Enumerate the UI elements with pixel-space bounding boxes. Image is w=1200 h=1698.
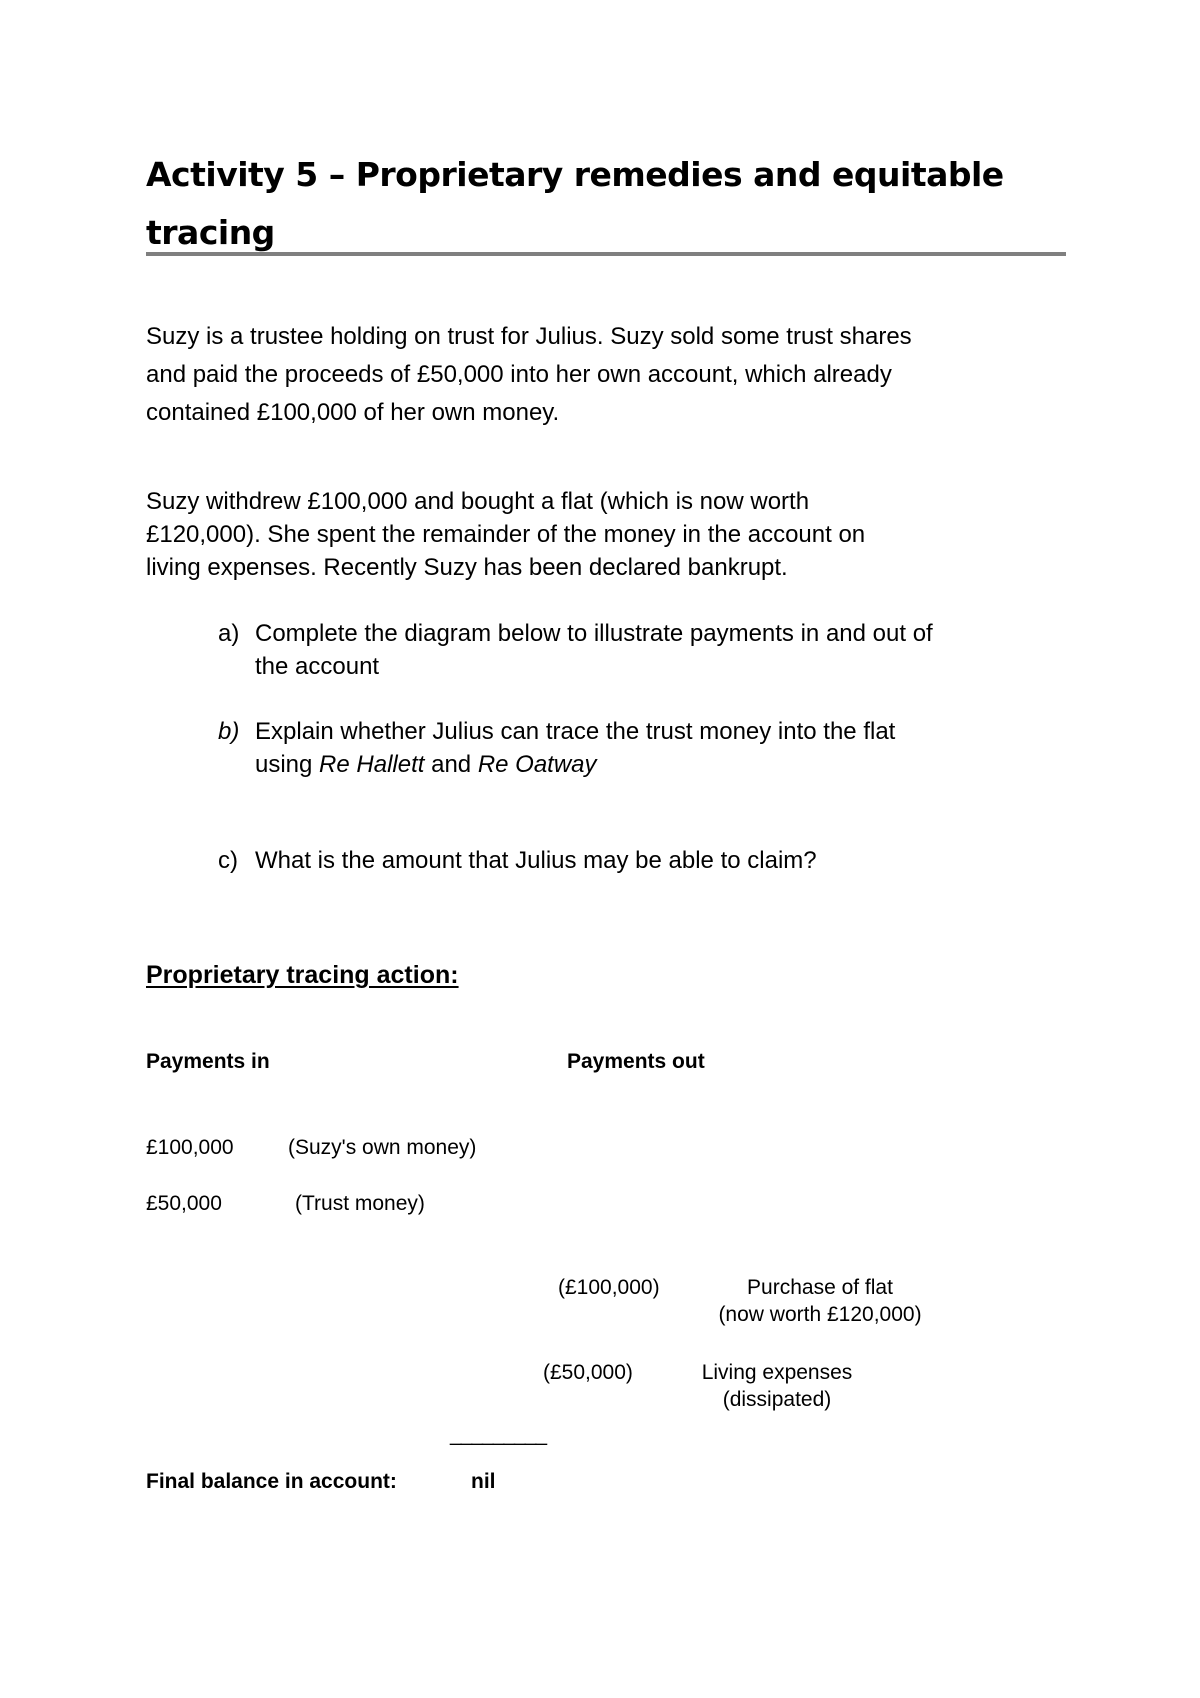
tracing-section-heading: Proprietary tracing action:	[146, 961, 459, 989]
scenario-paragraph-2	[146, 485, 865, 584]
question-text-line: Complete the diagram below to illustrate payments in and out of	[255, 620, 933, 647]
question-marker: b)	[218, 718, 240, 745]
question-text-line: the account	[255, 653, 380, 680]
title-line-1: Activity 5 – Proprietary remedies and equitable	[146, 155, 1004, 194]
question-text-line: Explain whether Julius can trace the trust money into the flat	[255, 718, 896, 745]
payment-out-note-line: (now worth £120,000)	[718, 1303, 922, 1326]
total-rule: _________	[450, 1423, 547, 1446]
case-name-re-oatway: Re Oatway	[477, 751, 597, 778]
title-line-2: tracing	[146, 213, 275, 252]
text-fragment: using	[255, 751, 320, 778]
payment-out-note-line: (dissipated)	[722, 1388, 832, 1411]
paragraph-line: and paid the proceeds of £50,000 into her own account, which already	[146, 361, 892, 388]
payment-in-amount: £50,000	[146, 1192, 222, 1215]
question-marker: c)	[218, 847, 238, 874]
scenario-paragraph-1	[146, 318, 912, 432]
payment-out-amount: (£100,000)	[558, 1276, 660, 1299]
final-balance-label: Final balance in account:	[146, 1470, 397, 1493]
question-marker: a)	[218, 620, 240, 647]
payment-in-note: (Suzy's own money)	[288, 1136, 477, 1159]
paragraph-line: £120,000). She spent the remainder of the money in the account on	[146, 521, 866, 548]
payment-out-note	[690, 1274, 950, 1328]
paragraph-line: contained £100,000 of her own money.	[146, 399, 560, 426]
paragraph-line: Suzy withdrew £100,000 and bought a flat (which is now worth	[146, 488, 810, 515]
text-fragment: and	[424, 751, 478, 778]
paragraph-line: living expenses. Recently Suzy has been declared bankrupt.	[146, 554, 788, 581]
payments-in-header: Payments in	[146, 1050, 270, 1073]
payment-out-amount: (£50,000)	[543, 1361, 633, 1384]
page-title	[146, 146, 1066, 262]
question-text-line: What is the amount that Julius may be able to claim?	[255, 847, 817, 874]
payment-out-note-line: Living expenses	[701, 1361, 853, 1384]
paragraph-line: Suzy is a trustee holding on trust for Julius. Suzy sold some trust shares	[146, 323, 912, 350]
title-underline-rule	[146, 252, 1066, 256]
case-name-re-hallett: Re Hallett	[319, 751, 425, 778]
payment-in-amount: £100,000	[146, 1136, 234, 1159]
question-text-line-cases	[255, 748, 895, 781]
payment-out-note	[677, 1359, 877, 1413]
payments-out-header: Payments out	[567, 1050, 705, 1073]
payment-in-note: (Trust money)	[295, 1192, 425, 1215]
final-balance-value: nil	[471, 1470, 496, 1493]
payment-out-note-line: Purchase of flat	[747, 1276, 893, 1299]
